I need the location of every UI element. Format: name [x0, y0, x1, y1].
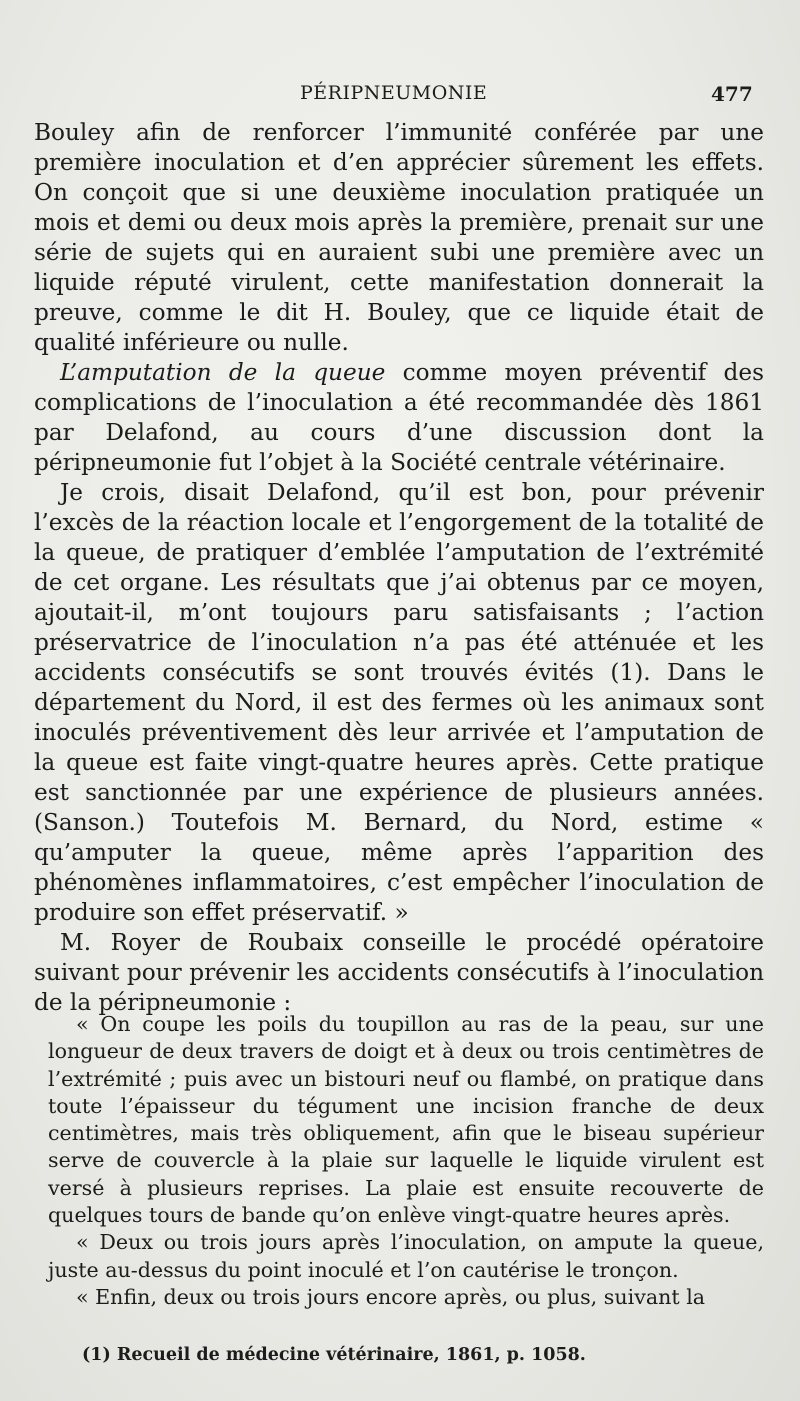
paragraph-amputation-text: comme moyen préventif des complications de l’inoculation a été recommandée dès 1861 par Delafond, au cours d’une discussion dont la péripneumonie fut l’objet à la Société centrale vétérinaire. — [34, 359, 764, 476]
italic-term: L’amputation de la queue — [60, 359, 386, 386]
page-header — [0, 82, 800, 112]
main-text — [34, 118, 764, 1018]
paragraph-amputation — [34, 358, 764, 478]
paragraph-royer: M. Royer de Roubaix conseille le procédé opératoire suivant pour prévenir les accidents consécutifs à l’inoculation de la péripneumonie : — [34, 929, 764, 1016]
page-number: 477 — [711, 82, 753, 106]
paragraph-continuation: Bouley afin de renforcer l’immunité conférée par une première inoculation et d’en apprécier sûrement les effets. On conçoit que si une deuxième inoculation pratiquée un mois et demi ou deux mois après la première, prenait sur une série de sujets qui en auraient subi une première avec un liquide réputé virulent, cette manifestation donnerait la preuve, comme le dit H. Bouley, que ce liquide était de qualité inférieure ou nulle. — [34, 119, 764, 356]
paragraph-delafond: Je crois, disait Delafond, qu’il est bon, pour prévenir l’excès de la réaction locale et l’engorgement de la totalité de la queue, de pratiquer d’emblée l’amputation de l’extrémité de cet organe. Les résultats que j’ai obtenus par ce moyen, ajoutait-il, m’ont toujours paru satisfaisants ; l’action préservatrice de l’inoculation n’a pas été atténuée et les accidents consécutifs se sont trouvés évités (1). Dans le département du Nord, il est des fermes où les animaux sont inoculés préventivement dès leur arrivée et l’amputation de la queue est faite vingt-quatre heures après. Cette pratique est sanctionnée par une expérience de plusieurs années. (Sanson.) Toutefois M. Bernard, du Nord, estime « qu’amputer la queue, même après l’apparition des phénomènes inflammatoires, c’est empêcher l’inoculation de produire son effet préservatif. » — [34, 479, 764, 926]
quote-paragraph: « On coupe les poils du toupillon au ras de la peau, sur une longueur de deux travers de doigt et à deux ou trois centimètres de l’extrémité ; puis avec un bistouri neuf ou flambé, on pratique dans toute l’épaisseur du tégument une incision franche de deux centimètres, mais très obliquement, afin que le biseau supérieur serve de couvercle à la plaie sur laquelle le liquide virulent est versé à plusieurs reprises. La plaie est ensuite recouverte de quelques tours de bande qu’on enlève vingt-quatre heures après. — [48, 1012, 764, 1228]
block-quote — [48, 1011, 764, 1311]
running-title: PÉRIPNEUMONIE — [300, 82, 488, 104]
footnote: (1) Recueil de médecine vétérinaire, 1861, p. 1058. — [82, 1345, 586, 1365]
quote-paragraph: « Deux ou trois jours après l’inoculation, on ampute la queue, juste au-dessus du point inoculé et l’on cautérise le tronçon. — [48, 1230, 764, 1282]
quote-paragraph: « Enfin, deux ou trois jours encore après, ou plus, suivant la — [76, 1284, 706, 1309]
